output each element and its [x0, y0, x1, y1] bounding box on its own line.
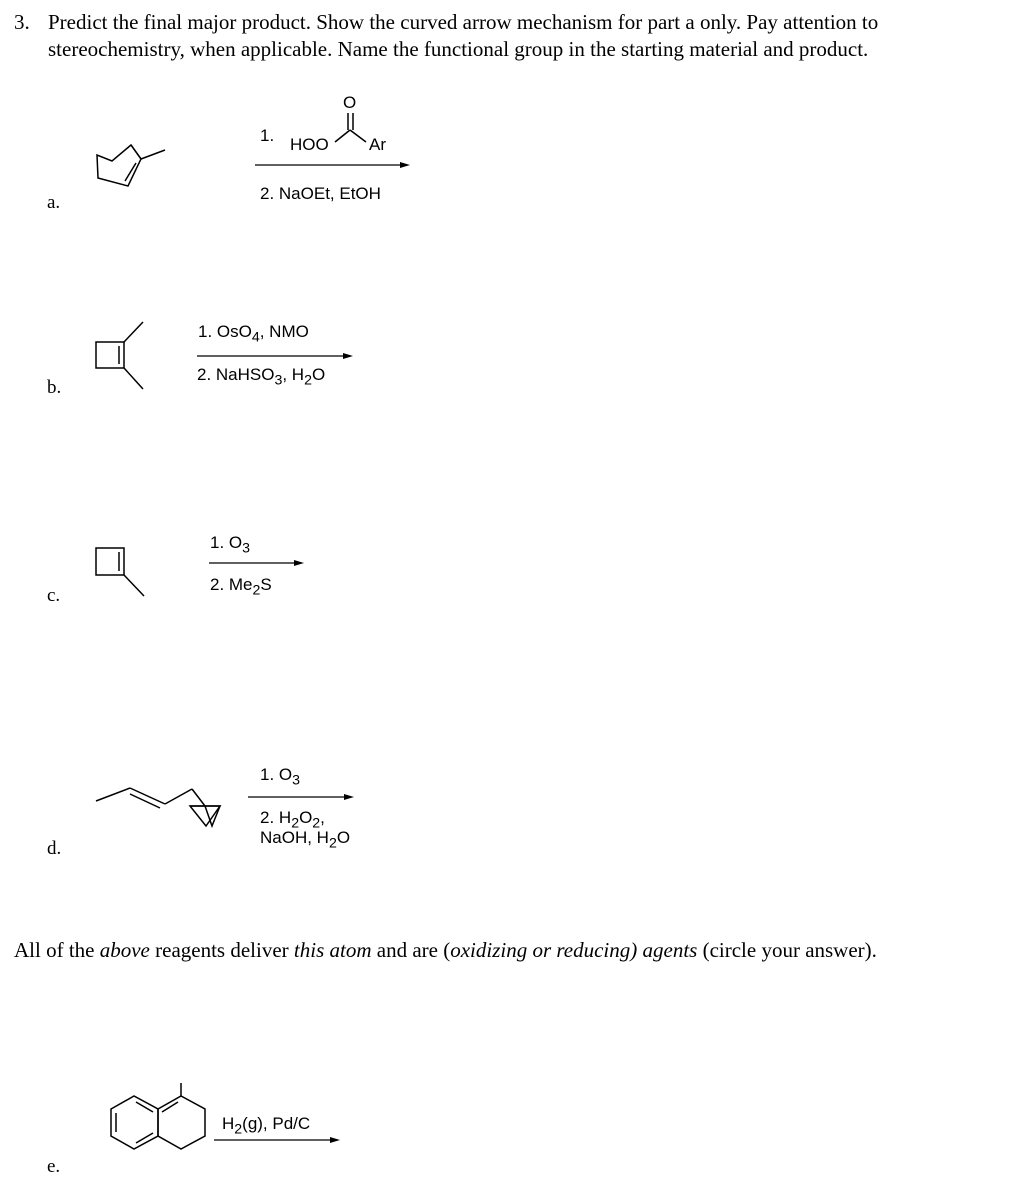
part-d-step3: NaOH, $H_2O$: [260, 828, 351, 852]
part-d-label: d.: [47, 838, 62, 859]
part-e-step1: $H_2(g)$, Pd/C: [222, 1114, 311, 1138]
part-a-peracid-hoo: HOO: [290, 135, 329, 154]
part-a-step1-prefix: 1.: [260, 126, 275, 145]
part-a-step2: 2. NaOEt, EtOH: [260, 184, 381, 203]
part-a-peracid-ar: Ar: [369, 135, 386, 154]
part-b-step2: 2. NaHSO$_3$, $H_2O$: [197, 365, 326, 389]
reagent-statement: All of the above reagents deliver this atom and are (oxidizing or reducing) agents (circle your answer).: [14, 938, 877, 962]
part-e-label: e.: [47, 1156, 61, 1177]
part-b-step1: 1. OsO$_4$, NMO: [198, 322, 309, 346]
part-a-label: a.: [47, 192, 61, 213]
part-d-step2: 2. $H_2O_2$,: [260, 808, 325, 832]
part-c-label: c.: [47, 585, 61, 606]
part-d-step1: 1. $O_3$: [260, 765, 300, 789]
question-line-1: Predict the final major product. Show the curved arrow mechanism for part a only. Pay attention to: [48, 10, 879, 34]
part-c-step1: 1. $O_3$: [210, 533, 250, 557]
part-c-step2: 2. $Me_2S$: [210, 575, 272, 599]
part-b-label: b.: [47, 377, 62, 398]
question-number: 3.: [14, 10, 30, 34]
part-a-carbonyl-o: O: [343, 93, 357, 112]
question-line-2: stereochemistry, when applicable. Name the functional group in the starting material and product.: [48, 37, 869, 61]
